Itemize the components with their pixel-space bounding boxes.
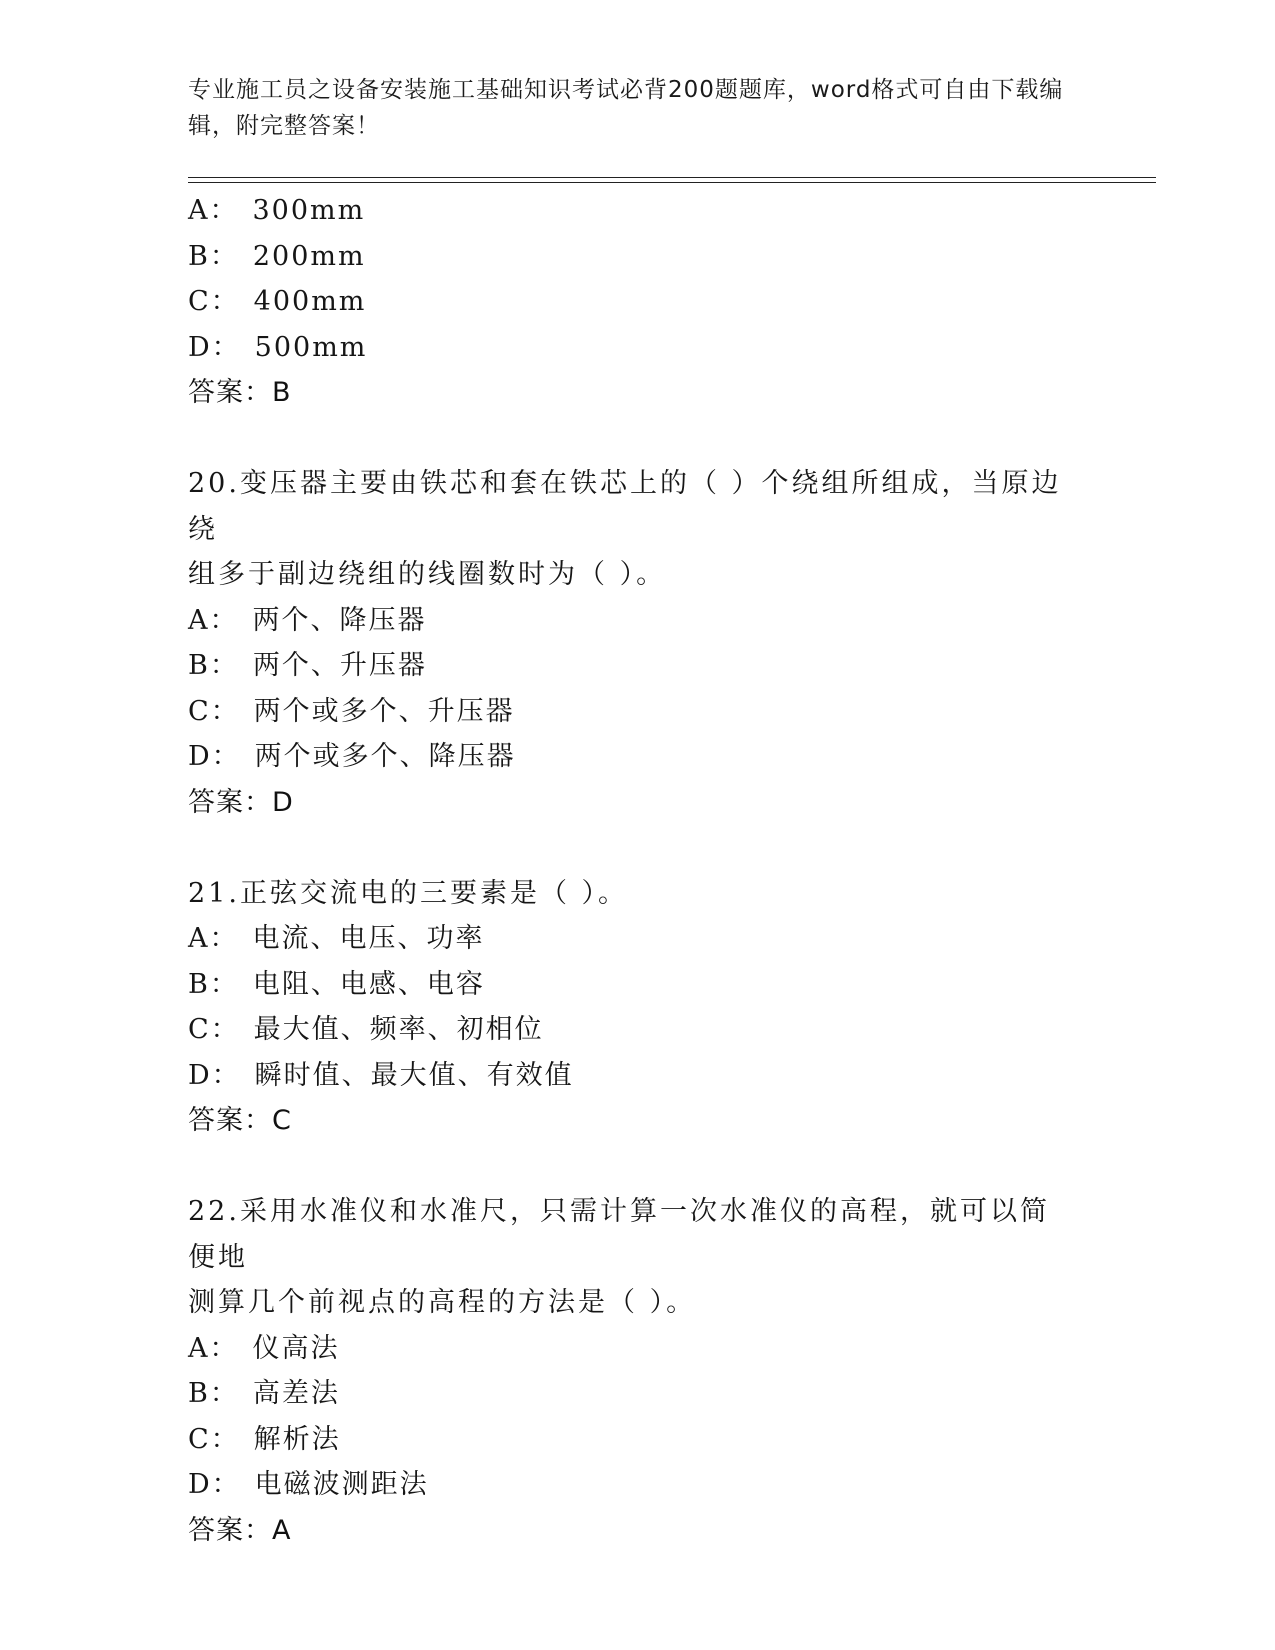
option-text: 电流、电压、功率	[252, 923, 485, 954]
option-key: B：	[188, 650, 239, 681]
answer-line: 答案：B	[188, 377, 292, 408]
document-header: 专业施工员之设备安装施工基础知识考试必背200题题库，word格式可自由下载编辑，附完整答案！	[188, 77, 1064, 139]
option-c	[188, 1007, 1088, 1053]
option-key: D：	[188, 1469, 241, 1500]
spacer	[188, 416, 1088, 462]
option-d	[188, 734, 1088, 780]
option-a	[188, 598, 1088, 644]
option-key: D：	[188, 741, 241, 772]
answer-line: 答案：C	[188, 1105, 292, 1136]
option-a	[188, 188, 1088, 234]
option-text: 电磁波测距法	[254, 1469, 429, 1500]
option-key: A：	[188, 1332, 239, 1364]
option-text: 两个、降压器	[252, 604, 427, 636]
question-stem-line: 测算几个前视点的高程的方法是（ ）。	[188, 1287, 697, 1318]
option-text: 300mm	[252, 195, 366, 226]
answer-line: 答案：A	[188, 1514, 292, 1546]
option-key: C：	[188, 695, 240, 727]
option-text: 电阻、电感、电容	[252, 968, 485, 1000]
option-key: D：	[188, 1059, 241, 1091]
option-d	[188, 1462, 1088, 1508]
question-stem-line: 21.正弦交流电的三要素是（ ）。	[188, 877, 629, 909]
question-stem-line: 组多于副边绕组的线圈数时为（ ）。	[188, 559, 667, 590]
option-b	[188, 643, 1088, 689]
option-text: 两个或多个、升压器	[253, 695, 515, 727]
question-stem-line: 22.采用水准仪和水准尺，只需计算一次水准仪的高程，就可以简便地	[188, 1196, 1050, 1273]
header-divider-top	[188, 177, 1156, 178]
option-d	[188, 1053, 1088, 1099]
header-divider-bottom	[188, 182, 1156, 183]
question-19-continued	[188, 188, 1088, 416]
option-key: C：	[188, 286, 240, 317]
option-b	[188, 1371, 1088, 1417]
option-key: D：	[188, 331, 241, 363]
question-stem-line: 20.变压器主要由铁芯和套在铁芯上的（ ）个绕组所组成，当原边绕	[188, 468, 1062, 545]
question-list	[188, 188, 1088, 1553]
answer-line: 答案：D	[188, 786, 294, 818]
option-text: 高差法	[252, 1378, 340, 1409]
option-text: 200mm	[252, 240, 366, 272]
option-key: A：	[188, 923, 239, 954]
option-b	[188, 234, 1088, 280]
option-c	[188, 689, 1088, 735]
option-text: 解析法	[253, 1423, 341, 1455]
option-key: B：	[188, 1378, 239, 1409]
question-20	[188, 461, 1088, 825]
option-c	[188, 1417, 1088, 1463]
option-text: 500mm	[254, 331, 368, 363]
question-22	[188, 1189, 1088, 1553]
option-text: 两个或多个、降压器	[254, 741, 516, 772]
spacer	[188, 1144, 1088, 1190]
option-text: 最大值、频率、初相位	[253, 1014, 544, 1045]
option-text: 瞬时值、最大值、有效值	[254, 1059, 574, 1091]
option-c	[188, 279, 1088, 325]
option-key: C：	[188, 1423, 240, 1455]
option-b	[188, 962, 1088, 1008]
option-key: B：	[188, 240, 239, 272]
option-a	[188, 916, 1088, 962]
option-text: 400mm	[253, 286, 367, 317]
option-key: A：	[188, 604, 239, 636]
option-key: A：	[188, 195, 239, 226]
spacer	[188, 825, 1088, 871]
option-text: 两个、升压器	[252, 650, 427, 681]
option-key: B：	[188, 968, 239, 1000]
option-d	[188, 325, 1088, 371]
option-a	[188, 1326, 1088, 1372]
option-text: 仪高法	[252, 1332, 340, 1364]
option-key: C：	[188, 1014, 240, 1045]
question-21	[188, 871, 1088, 1144]
